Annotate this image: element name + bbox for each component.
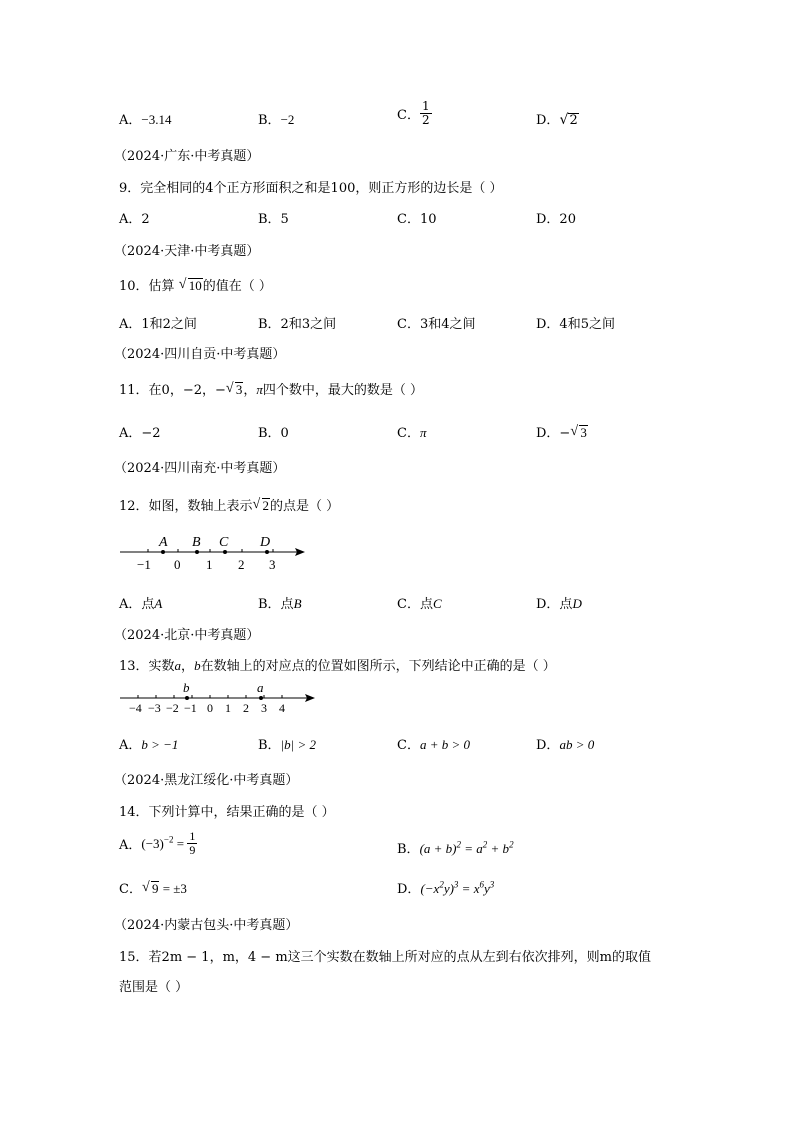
tick-label: −4 bbox=[129, 701, 142, 715]
q14-option-c bbox=[119, 878, 187, 897]
q12-option-b bbox=[258, 593, 302, 612]
exponent: 2 bbox=[509, 839, 514, 850]
base: (a + b) bbox=[419, 841, 457, 856]
option-label: A． bbox=[119, 838, 142, 853]
q11-option-c bbox=[397, 422, 426, 441]
radical-sign: √ bbox=[141, 880, 150, 895]
option-label: C． bbox=[119, 882, 142, 897]
q8-option-b bbox=[258, 109, 294, 128]
point-label-c: C bbox=[219, 535, 229, 550]
fraction bbox=[187, 830, 197, 857]
option-label: A． bbox=[119, 738, 142, 753]
tick-label: −1 bbox=[137, 557, 151, 572]
option-label: C．点 bbox=[397, 597, 433, 612]
sqrt bbox=[253, 498, 271, 514]
radicand: 9 bbox=[151, 881, 159, 896]
tick-label: 3 bbox=[269, 557, 276, 572]
option-label: A．点 bbox=[119, 597, 155, 612]
base: (−x bbox=[420, 881, 440, 896]
option-label: C． bbox=[397, 738, 420, 753]
option-expr: a + b > 0 bbox=[419, 737, 470, 752]
q9-stem: 9．完全相同的4个正方形面积之和是100，则正方形的边长是（ ） bbox=[119, 181, 503, 196]
option-expr: b > −1 bbox=[141, 737, 179, 752]
point-b bbox=[195, 550, 199, 554]
q12-option-d bbox=[536, 593, 582, 612]
option-expr bbox=[420, 841, 514, 856]
option-label: D． bbox=[536, 738, 560, 753]
option-label: C． bbox=[397, 108, 420, 123]
tick-label: 0 bbox=[207, 701, 213, 715]
point-label-a: a bbox=[257, 680, 264, 695]
tick-label: −1 bbox=[184, 701, 197, 715]
option-expr bbox=[141, 836, 187, 851]
q12-option-a bbox=[119, 593, 162, 612]
q8-option-a bbox=[119, 109, 171, 128]
option-expr: |b| > 2 bbox=[280, 737, 316, 752]
q10-option-a: A．1和2之间 bbox=[119, 317, 197, 332]
stem-text: 四个数中，最大的数是（ ） bbox=[262, 383, 424, 398]
option-label: C． bbox=[397, 426, 420, 441]
point-b bbox=[185, 696, 189, 700]
q14-stem: 14．下列计算中，结果正确的是（ ） bbox=[119, 805, 335, 820]
q10-source: （2024·天津·中考真题） bbox=[114, 244, 260, 259]
option-var: A bbox=[154, 596, 163, 611]
var-a: a bbox=[174, 658, 182, 673]
stem-text: 的值在（ ） bbox=[202, 279, 272, 294]
point-d bbox=[265, 550, 269, 554]
stem-text: 在数轴上的对应点的位置如图所示，下列结论中正确的是（ ） bbox=[200, 659, 556, 674]
option-label: B．点 bbox=[258, 597, 294, 612]
q10-option-c: C．3和4之间 bbox=[397, 317, 476, 332]
option-label: B． bbox=[258, 738, 281, 753]
option-label: D． bbox=[536, 113, 560, 128]
numerator: 1 bbox=[421, 99, 430, 113]
stem-text: 12．如图，数轴上表示 bbox=[119, 499, 253, 514]
option-var: B bbox=[293, 596, 302, 611]
denominator: 9 bbox=[189, 843, 196, 857]
stem-text: 10．估算 bbox=[119, 279, 175, 294]
q11-option-a: A．−2 bbox=[119, 426, 161, 441]
exponent: 2 bbox=[439, 879, 444, 890]
fraction bbox=[420, 100, 432, 127]
radicand: 10 bbox=[188, 278, 202, 293]
rhs: = x bbox=[458, 881, 480, 896]
sqrt bbox=[559, 113, 578, 128]
exponent: 2 bbox=[482, 839, 488, 850]
point-label-b: B bbox=[192, 535, 201, 550]
tick-label: 4 bbox=[279, 701, 285, 715]
point-a bbox=[161, 550, 165, 554]
equals: = bbox=[173, 836, 188, 852]
q10-option-b: B．2和3之间 bbox=[258, 317, 337, 332]
base: (−3) bbox=[141, 836, 164, 852]
q15-stem-line2: 范围是（ ） bbox=[119, 980, 189, 995]
point-label-a: A bbox=[159, 535, 168, 550]
exponent: −2 bbox=[163, 834, 174, 845]
q13-option-b bbox=[258, 734, 316, 753]
sqrt bbox=[142, 881, 160, 897]
rhs: = ±3 bbox=[159, 881, 187, 896]
q13-stem bbox=[119, 655, 556, 674]
q14-source: （2024·黑龙江绥化·中考真题） bbox=[114, 773, 299, 788]
stem-text: 的点是（ ） bbox=[270, 499, 340, 514]
tick-label: 0 bbox=[174, 557, 181, 572]
radical-sign: √ bbox=[570, 424, 579, 439]
sqrt bbox=[179, 278, 203, 294]
exponent: 3 bbox=[489, 879, 495, 890]
tick-label: −3 bbox=[148, 701, 161, 715]
q14-option-a bbox=[119, 830, 197, 857]
point-c bbox=[223, 550, 227, 554]
denominator: 2 bbox=[421, 113, 430, 127]
tick-label: 1 bbox=[206, 557, 213, 572]
q11-option-d bbox=[536, 422, 588, 441]
stem-text: 11．在0，−2，− bbox=[119, 383, 226, 398]
q13-option-d bbox=[536, 734, 594, 753]
q10-stem bbox=[119, 275, 272, 294]
stem-text: ， bbox=[181, 659, 195, 674]
q13-number-line bbox=[115, 678, 325, 716]
radical-sign: √ bbox=[178, 277, 187, 292]
q12-number-line bbox=[115, 530, 315, 574]
q9-option-b: B．5 bbox=[258, 212, 289, 227]
option-label: A． bbox=[119, 113, 142, 128]
option-label: D．点 bbox=[536, 597, 573, 612]
point-label-b: b bbox=[183, 680, 190, 695]
radicand: 3 bbox=[235, 382, 243, 397]
point-label-d: D bbox=[260, 535, 271, 550]
q8-option-d bbox=[536, 109, 579, 128]
point-a bbox=[259, 696, 263, 700]
q12-stem bbox=[119, 495, 339, 514]
var-b: b bbox=[194, 658, 201, 673]
tick-label: 3 bbox=[261, 701, 267, 715]
radical-sign: √ bbox=[252, 497, 261, 512]
tick-label: −2 bbox=[166, 701, 179, 715]
q13-option-c bbox=[397, 734, 470, 753]
q9-option-c: C．10 bbox=[397, 212, 437, 227]
option-value: −3.14 bbox=[141, 112, 172, 127]
rhs: = a bbox=[461, 841, 483, 856]
q10-option-d: D．4和5之间 bbox=[536, 317, 615, 332]
exponent: 2 bbox=[456, 839, 461, 850]
q15-stem-line1: 15．若2m − 1，m，4 − m这三个实数在数轴上所对应的点从左到右依次排列，则m的取值 bbox=[119, 950, 651, 965]
option-expr: ab > 0 bbox=[559, 737, 595, 752]
rhs: + b bbox=[487, 841, 510, 856]
q15-source: （2024·内蒙古包头·中考真题） bbox=[114, 918, 299, 933]
q11-stem bbox=[119, 379, 423, 398]
radicand: 2 bbox=[262, 498, 270, 513]
pi-symbol: π bbox=[419, 425, 427, 440]
stem-text: ， bbox=[243, 383, 257, 398]
numerator: 1 bbox=[189, 829, 196, 843]
option-value: −2 bbox=[280, 112, 295, 127]
tick-label: 2 bbox=[238, 557, 245, 572]
stem-text: 13．实数 bbox=[119, 659, 175, 674]
q14-option-d bbox=[397, 878, 494, 897]
q11-option-b: B．0 bbox=[258, 426, 289, 441]
q13-source: （2024·北京·中考真题） bbox=[114, 628, 260, 643]
pi-symbol: π bbox=[256, 382, 263, 397]
q12-source: （2024·四川南充·中考真题） bbox=[114, 461, 286, 476]
q9-source: （2024·广东·中考真题） bbox=[114, 149, 260, 164]
radicand: 3 bbox=[580, 425, 587, 440]
q9-option-a: A．2 bbox=[119, 212, 150, 227]
option-label: D．− bbox=[536, 426, 571, 441]
rhs: y bbox=[483, 881, 490, 896]
radicand: 2 bbox=[569, 113, 578, 128]
radical-sign: √ bbox=[225, 381, 234, 396]
q12-option-c bbox=[397, 593, 442, 612]
q14-option-b bbox=[397, 838, 514, 857]
option-var: D bbox=[572, 596, 582, 611]
q13-option-a bbox=[119, 734, 178, 753]
tick-label: 1 bbox=[225, 701, 231, 715]
option-label: D． bbox=[397, 882, 421, 897]
sqrt bbox=[570, 425, 588, 441]
exponent: 3 bbox=[453, 879, 459, 890]
q9-option-d: D．20 bbox=[536, 212, 576, 227]
option-var: C bbox=[432, 596, 442, 611]
q11-source: （2024·四川自贡·中考真题） bbox=[114, 347, 286, 362]
base: y) bbox=[443, 881, 454, 896]
exponent: 6 bbox=[479, 879, 484, 890]
radical-sign: √ bbox=[559, 112, 569, 128]
option-expr bbox=[420, 881, 494, 896]
tick-label: 2 bbox=[243, 701, 249, 715]
q8-option-c bbox=[397, 100, 432, 127]
option-label: B． bbox=[258, 113, 281, 128]
option-label: B． bbox=[397, 842, 420, 857]
sqrt bbox=[226, 382, 244, 398]
